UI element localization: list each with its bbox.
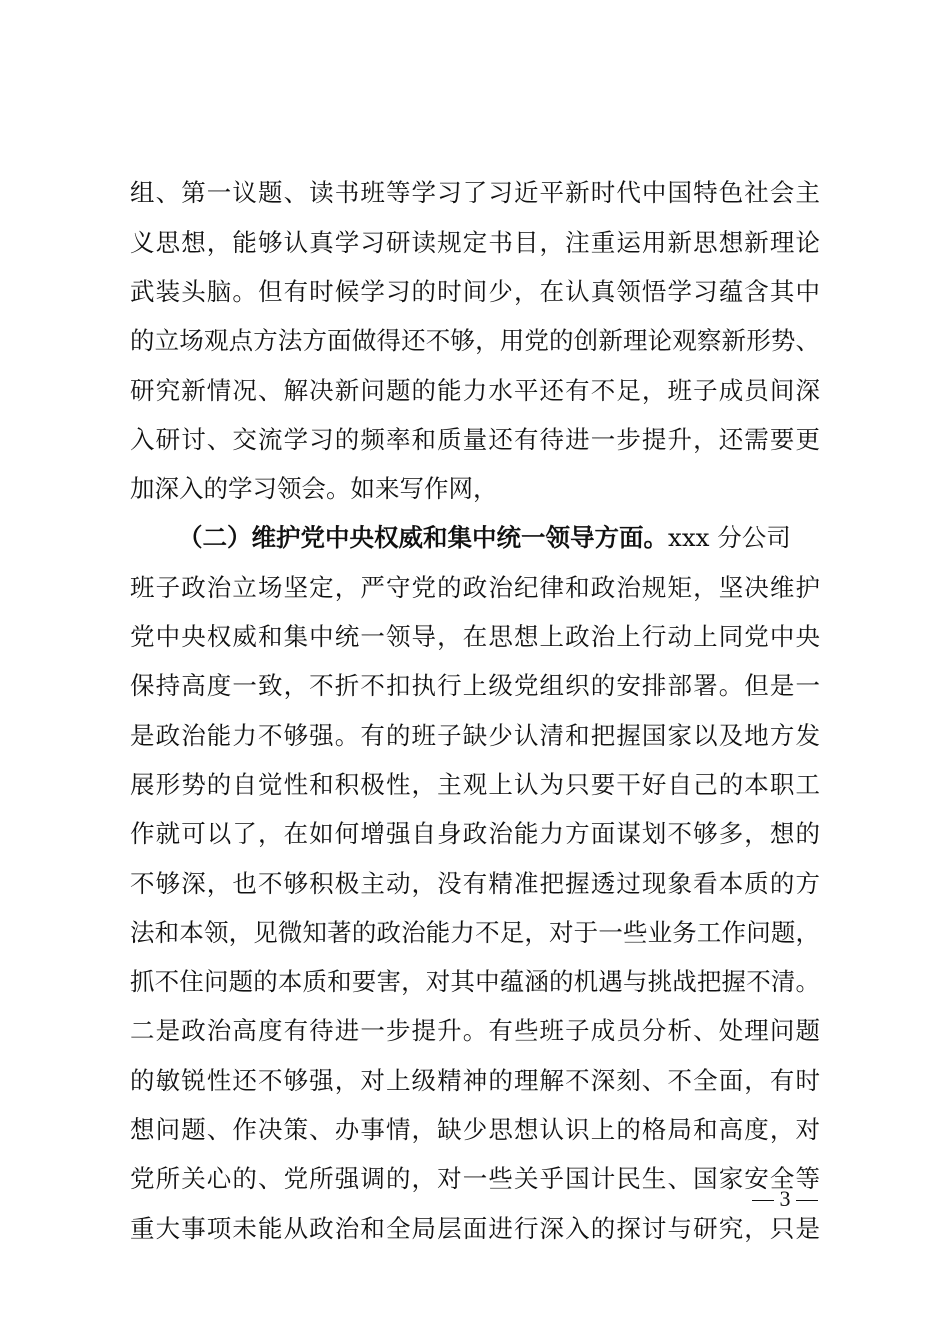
section-heading-line — [178, 522, 806, 554]
text-line: 不够深，也不够积极主动，没有精准把握透过现象看本质的方 — [130, 869, 820, 898]
text-line: 是政治能力不够强。有的班子缺少认清和把握国家以及地方发 — [130, 721, 820, 750]
text-line: 展形势的自觉性和积极性，主观上认为只要干好自己的本职工 — [130, 770, 820, 799]
text-line: 二是政治高度有待进一步提升。有些班子成员分析、处理问题 — [130, 1016, 820, 1045]
dash-left — [752, 1200, 774, 1201]
text-line: 法和本领，见微知著的政治能力不足，对于一些业务工作问题， — [130, 918, 820, 947]
text-line: 义思想，能够认真学习研读规定书目，注重运用新思想新理论 — [130, 228, 820, 257]
text-line: 研究新情况、解决新问题的能力水平还有不足，班子成员间深 — [130, 376, 820, 405]
text-line: 党所关心的、党所强调的，对一些关乎国计民生、国家安全等 — [130, 1164, 820, 1193]
text-line: 武装头脑。但有时候学习的时间少，在认真领悟学习蕴含其中 — [130, 277, 820, 306]
text-line: 加深入的学习领会。如来写作网， — [130, 474, 498, 503]
page-number: 3 — [779, 1186, 791, 1211]
section-heading: （二）维护党中央权威和集中统一领导方面。 — [178, 523, 668, 552]
dash-right — [796, 1200, 818, 1201]
section-heading-tail: xxx 分公司 — [668, 523, 791, 552]
text-line: 组、第一议题、读书班等学习了习近平新时代中国特色社会主 — [130, 178, 820, 207]
page-number-footer — [752, 1186, 818, 1212]
text-line: 抓不住问题的本质和要害，对其中蕴涵的机遇与挑战把握不清。 — [130, 967, 820, 996]
text-line: 保持高度一致，不折不扣执行上级党组织的安排部署。但是一 — [130, 671, 820, 700]
text-line: 党中央权威和集中统一领导，在思想上政治上行动上同党中央 — [130, 622, 820, 651]
text-line: 重大事项未能从政治和全局层面进行深入的探讨与研究，只是 — [130, 1214, 820, 1243]
text-line: 班子政治立场坚定，严守党的政治纪律和政治规矩，坚决维护 — [130, 573, 820, 602]
text-line: 入研讨、交流学习的频率和质量还有待进一步提升，还需要更 — [130, 425, 820, 454]
text-line: 想问题、作决策、办事情，缺少思想认识上的格局和高度，对 — [130, 1115, 820, 1144]
text-line: 的敏锐性还不够强，对上级精神的理解不深刻、不全面，有时 — [130, 1066, 820, 1095]
text-line: 的立场观点方法方面做得还不够，用党的创新理论观察新形势、 — [130, 326, 820, 355]
text-line: 作就可以了，在如何增强自身政治能力方面谋划不够多，想的 — [130, 819, 820, 848]
